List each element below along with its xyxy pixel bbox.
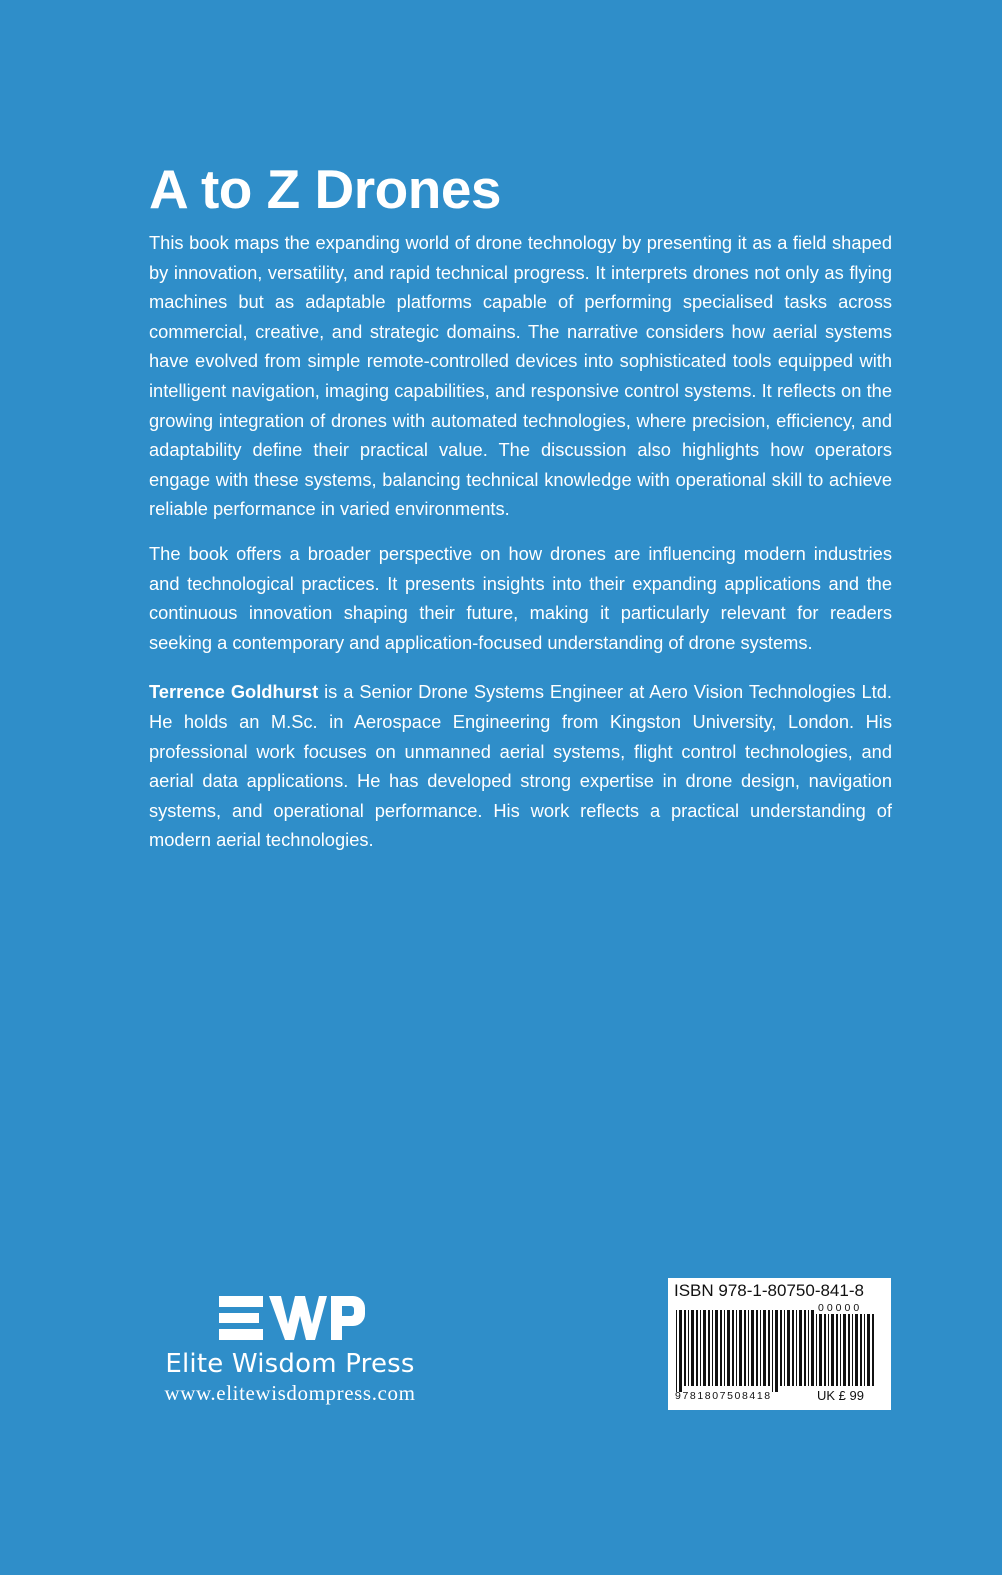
barcode-bar: [748, 1310, 749, 1386]
barcode-bar: [804, 1310, 806, 1386]
publisher-logo-icon: [215, 1290, 365, 1346]
author-bio-text: is a Senior Drone Systems Engineer at Aero Vision Technologies Ltd. He holds an M.Sc. in Aerospace Engineering from Kingston University, London. His professional work focuses on unmanned aerial systems, flight control technologies, and aerial data applications. He has developed strong expertise in drone design, navigation systems, and operational performance. His work reflects a practical understanding of modern aerial technologies.: [149, 681, 892, 851]
barcode-bar: [819, 1314, 822, 1386]
isbn-barcode: [668, 1278, 891, 1410]
barcode-bar: [848, 1314, 850, 1386]
barcode-bar: [756, 1310, 758, 1386]
barcode-bar: [679, 1310, 682, 1392]
barcode-bar: [855, 1314, 858, 1386]
publisher-name: Elite Wisdom Press: [165, 1349, 415, 1379]
barcode-bar: [872, 1314, 874, 1386]
barcode-bar: [867, 1314, 870, 1386]
barcode-bar: [811, 1310, 814, 1386]
isbn-label: ISBN 978-1-80750-841-8: [674, 1281, 864, 1300]
publisher-block: [130, 1290, 450, 1406]
barcode-bar: [796, 1310, 797, 1386]
barcode-bar: [864, 1314, 865, 1386]
blurb-paragraph-1: This book maps the expanding world of drone technology by presenting it as a field shaped by innovation, versatility, and rapid technical progress. It interprets drones not only as flying machines but as adaptable platforms capable of performing specialised tasks across commercial, creative, and strategic domains. The narrative considers how aerial systems have evolved from simple remote-controlled devices into sophisticated tools equipped with intelligent navigation, imaging capabilities, and responsive control systems. It reflects on the growing integration of drones with automated technologies, where precision, efficiency, and adaptability define their practical value. The discussion also highlights how operators engage with these systems, balancing technical knowledge with operational skill to achieve reliable performance in varied environments.: [149, 232, 892, 520]
barcode-bar: [751, 1310, 754, 1386]
barcode-digits: 9781807508418: [675, 1390, 772, 1402]
barcode-addon-bars: [816, 1314, 874, 1392]
barcode-bar: [744, 1310, 746, 1386]
book-title: A to Z Drones: [149, 158, 502, 220]
barcode-bar: [840, 1314, 841, 1386]
barcode-bar: [772, 1310, 773, 1392]
barcode-bar: [720, 1310, 722, 1386]
barcode-bar: [712, 1310, 713, 1386]
barcode-bar: [775, 1310, 778, 1392]
barcode-bar: [792, 1310, 794, 1386]
barcode-bar: [784, 1310, 785, 1386]
barcode-bar: [808, 1310, 809, 1386]
publisher-url[interactable]: www.elitewisdompress.com: [164, 1381, 416, 1405]
barcode-bar: [780, 1310, 782, 1386]
barcode-bar: [688, 1310, 689, 1386]
barcode-bar: [684, 1310, 686, 1386]
barcode-bar: [696, 1310, 698, 1386]
barcode-bar: [768, 1310, 770, 1386]
barcode-bar: [691, 1310, 694, 1386]
barcode-bar: [787, 1310, 790, 1386]
blurb: [149, 228, 892, 870]
barcode-bar: [715, 1310, 718, 1386]
barcode-bar: [724, 1310, 725, 1386]
barcode-bar: [732, 1310, 734, 1386]
blurb-paragraph-2: The book offers a broader perspective on how drones are influencing modern industries and technological practices. It presents insights into their expanding applications and the continuous innovation shaping their future, making it particularly relevant for readers seeking a contemporary and application-focused understanding of drone systems.: [149, 542, 892, 653]
barcode-addon-digits: 00000: [818, 1302, 863, 1314]
barcode-bar: [852, 1314, 853, 1386]
barcode-bar: [760, 1310, 761, 1386]
barcode-bar: [831, 1314, 834, 1386]
barcode-bar: [703, 1310, 706, 1386]
author-name: Terrence Goldhurst: [149, 681, 319, 703]
barcode-bar: [860, 1314, 862, 1386]
barcode-bar: [836, 1314, 838, 1386]
barcode-bar: [799, 1310, 802, 1386]
barcode-bar: [739, 1310, 742, 1386]
author-bio: [149, 677, 892, 855]
barcode-bar: [763, 1310, 766, 1386]
barcode-bar: [824, 1314, 826, 1386]
barcode-bar: [816, 1314, 817, 1386]
barcode-main-bars: [676, 1310, 816, 1392]
barcode-bar: [828, 1314, 829, 1386]
price-label: UK £ 99: [817, 1388, 864, 1403]
barcode-bar: [676, 1310, 677, 1392]
barcode-bar: [736, 1310, 737, 1386]
barcode-bar: [700, 1310, 701, 1386]
barcode-bar: [843, 1314, 846, 1386]
barcode-bar: [727, 1310, 730, 1386]
barcode-bar: [708, 1310, 710, 1386]
